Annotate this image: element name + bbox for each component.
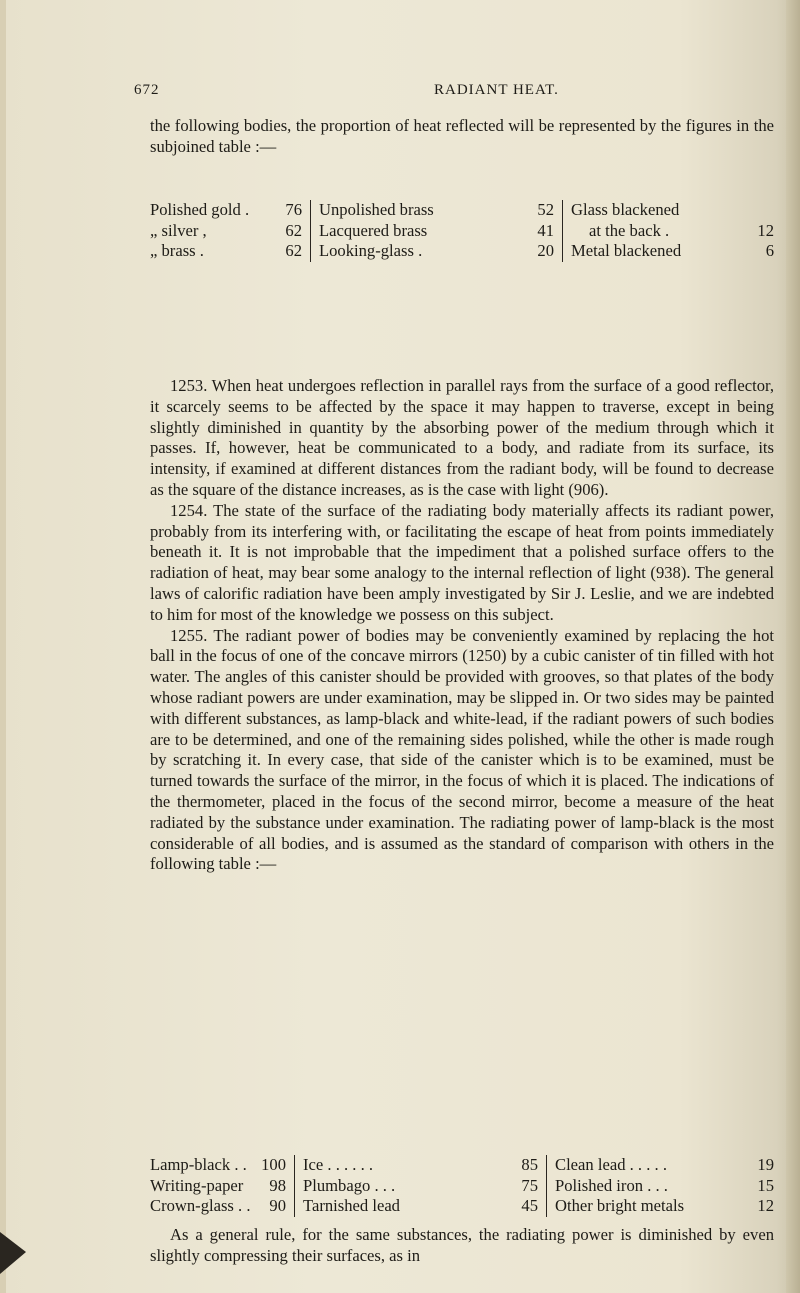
table-row: Other bright metals 12	[555, 1196, 774, 1215]
table-row: Lacquered brass 41	[319, 220, 554, 240]
paragraph-1253: 1253. When heat undergoes reflection in parallel rays from the surface of a good reflector, it scarcely seems to be affected by the space it may happen to traverse, except in being slightly diminished in quantity by the absorbing power of the medium through which it passes. If, however, heat be communicated to a body, and radiate from its surface, its intensity, if examined at different distances from the radiant body, will be found to decrease as the square of the distance increases, as is the case with light (906).	[150, 376, 774, 499]
reflection-table	[150, 200, 774, 262]
page-number: 672	[134, 82, 160, 98]
table-row: Metal blackened 6	[571, 241, 774, 260]
table-row: Polished gold . 76	[150, 200, 302, 219]
table-row: Glass blackened	[571, 200, 680, 219]
closing-paragraph	[150, 1225, 774, 1267]
radiation-table	[150, 1155, 774, 1217]
margin-arrow-mark	[0, 1232, 26, 1274]
page-header	[134, 82, 774, 106]
table-row: Tarnished lead 45	[303, 1196, 538, 1215]
table-row: Looking-glass . 20	[319, 241, 554, 260]
table-row: Crown-glass . . 90	[150, 1196, 286, 1215]
reflection-table-column-1	[150, 200, 310, 262]
radiation-table-column-2	[294, 1155, 546, 1217]
table-row: Ice . . . . . . 85	[303, 1155, 538, 1174]
table-row: „ brass . 62	[150, 241, 302, 260]
table-row: Lamp-black . . 100	[150, 1155, 286, 1174]
closing-text: As a general rule, for the same substances, the radiating power is diminished by even slightly compressing their surfaces, as in	[150, 1225, 774, 1265]
table-row: at the back . 12	[589, 220, 774, 240]
paragraph-1255: 1255. The radiant power of bodies may be conveniently examined by replacing the hot ball in the focus of one of the concave mirrors (1250) by a cubic canister of tin filled with hot water. The angles of this canister should be provided with grooves, so that plates of the body whose radiant powers are under examination, may be slipped in. Or two sides may be painted with different substances, as lamp-black and white-lead, if the radiant powers of such bodies are to be determined, and one of the remaining sides polished, while the other is made rough by scratching it. In every case, that side of the canister which is to be examined, must be turned towards the surface of the mirror, in the focus of which it is placed. The indications of the thermometer, placed in the focus of the second mirror, become a measure of the heat radiated by the substance under examination. The radiating power of lamp-black is the most considerable of all bodies, and is assumed as the standard of comparison with others in the following table :—	[150, 625, 774, 874]
reflection-table-column-3	[562, 200, 774, 262]
reflection-table-column-2	[310, 200, 562, 262]
table-row: Polished iron . . . 15	[555, 1175, 774, 1195]
body-text	[150, 376, 774, 875]
intro-paragraph	[150, 116, 774, 158]
page-left-edge	[0, 0, 6, 1293]
radiation-table-column-1	[150, 1155, 294, 1217]
table-row: Clean lead . . . . . 19	[555, 1155, 774, 1174]
paragraph-1254: 1254. The state of the surface of the radiating body materially affects its radiant power, probably from its interfering with, or facilitating the escape of heat from points immediately beneath it. It is not improbable that the impediment that a polished surface offers to the radiation of heat, may bear some analogy to the internal reflection of light (938). The general laws of calorific radiation have been amply investigated by Sir J. Leslie, and we are indebted to him for most of the knowledge we possess on this subject.	[150, 500, 774, 624]
table-row: Unpolished brass 52	[319, 200, 554, 219]
table-row: Writing-paper 98	[150, 1175, 286, 1195]
table-row: „ silver , 62	[150, 220, 302, 240]
radiation-table-column-3	[546, 1155, 774, 1217]
page-right-edge	[786, 0, 800, 1293]
intro-text: the following bodies, the proportion of heat reflected will be represented by the figures in the subjoined table :—	[150, 116, 774, 156]
table-row: Plumbago . . . 75	[303, 1175, 538, 1195]
running-title: RADIANT HEAT.	[434, 82, 559, 98]
